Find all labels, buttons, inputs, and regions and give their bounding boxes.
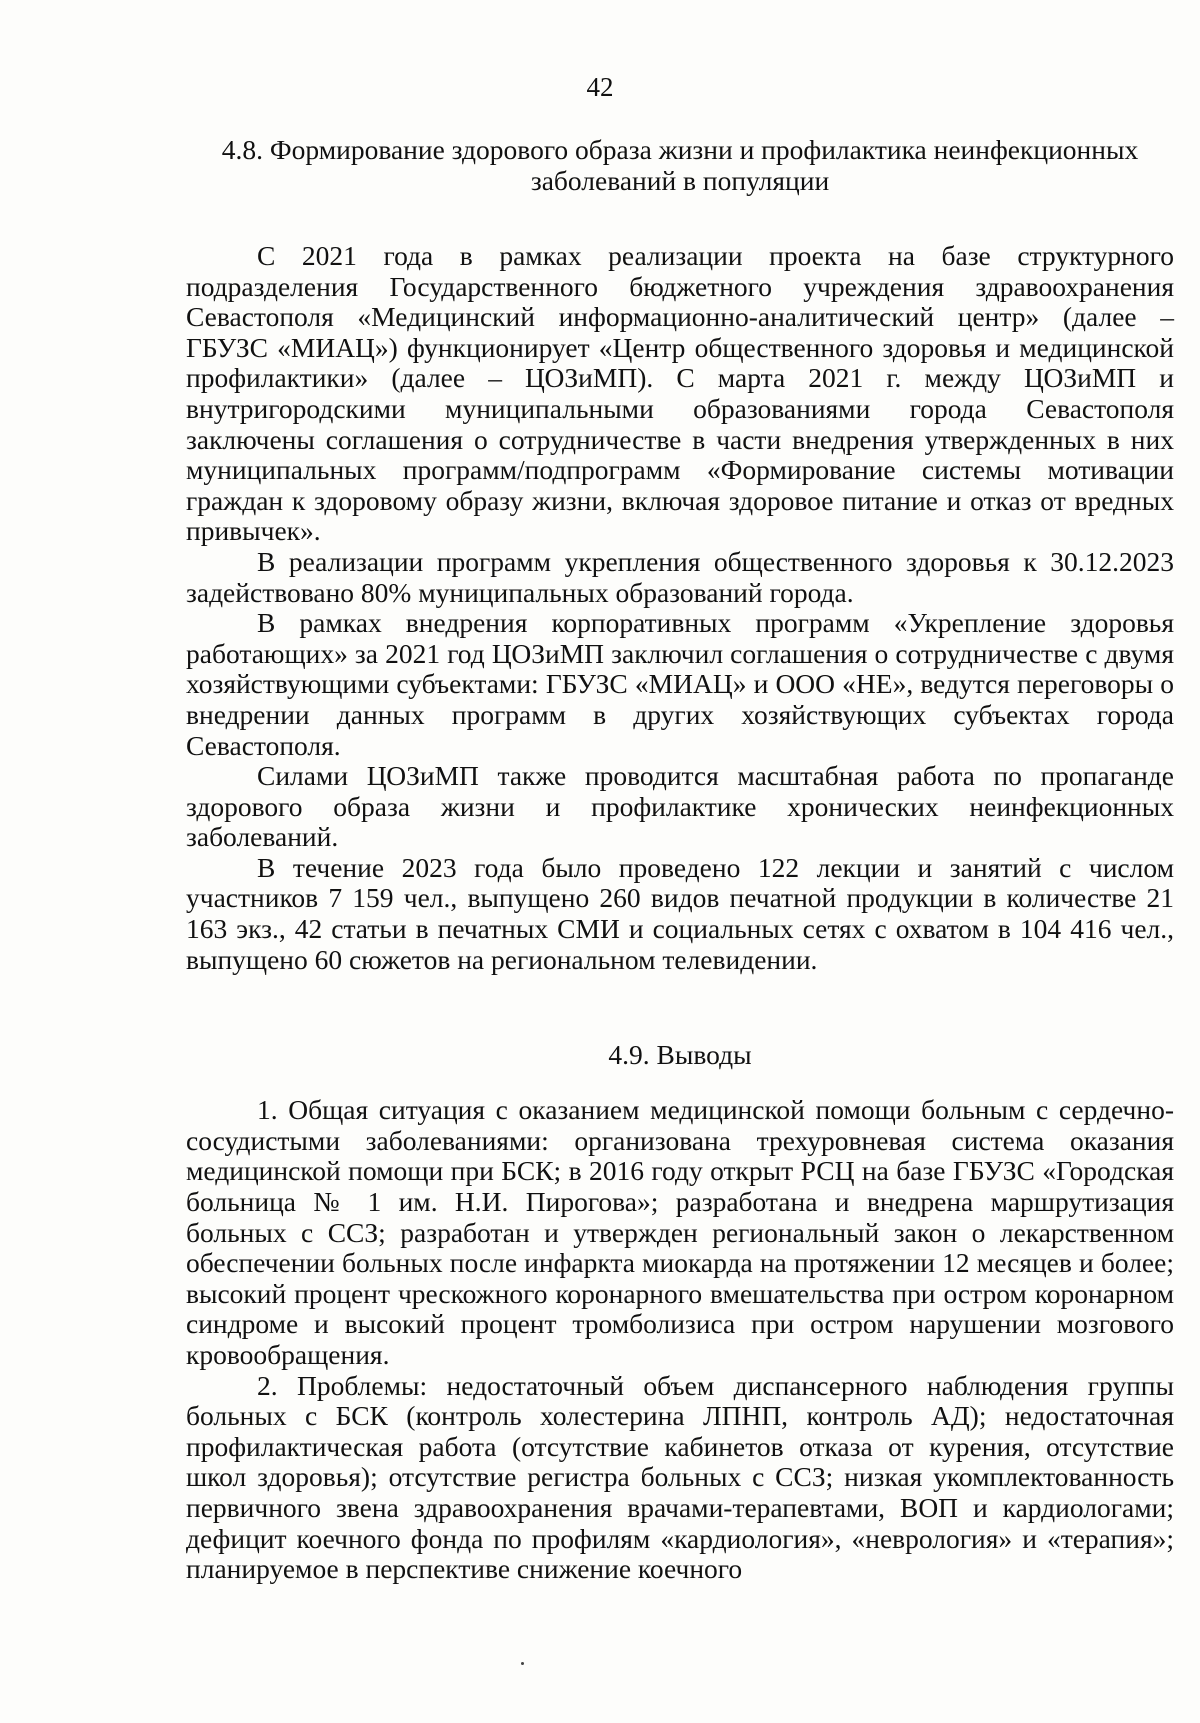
paragraph: В течение 2023 года было проведено 122 лекции и занятий с числом участников 7 159 чел., выпущено 260 видов печатной продукции в количестве 21 163 экз., 42 статьи в печатных СМИ и социальных сетях с охватом в 104 416 чел., выпущено 60 сюжетов на региональном телевидении. [186,851,1174,975]
section-4-9-heading: 4.9. Выводы [608,1039,752,1071]
page-number: 42 [586,72,614,102]
section-4-8-heading [186,134,1174,196]
section-4-8-heading-line-2: заболеваний в популяции [530,165,830,196]
section-4-8-heading-line-1: 4.8. Формирование здорового образа жизни и профилактика неинфекционных [221,134,1139,165]
paragraph: Силами ЦОЗиМП также проводится масштабная работа по пропаганде здорового образа жизни и профилактике хронических неинфекционных заболеваний. [186,760,1174,853]
paragraph: В рамках внедрения корпоративных программ «Укрепление здоровья работающих» за 2021 год ЦОЗиМП заключил соглашения о сотрудничестве с двумя хозяйствующими субъектами: ГБУЗС «МИАЦ» и ООО «НЕ», ведутся переговоры о внедрении данных программ в других хозяйствующих субъектах города Севастополя. [186,607,1174,761]
page-content [186,134,1174,1585]
paragraph: С 2021 года в рамках реализации проекта на базе структурного подразделения Государственного бюджетного учреждения здравоохранения Севастополя «Медицинский информационно-аналитический центр» (далее – ГБУЗС «МИАЦ») функционирует «Центр общественного здоровья и медицинской профилактики» (далее – ЦОЗиМП). С марта 2021 г. между ЦОЗиМП и внутригородскими муниципальными образованиями города Севастополя заключены соглашения о сотрудничестве в части внедрения утвержденных в них муниципальных программ/подпрограмм «Формирование системы мотивации граждан к здоровому образу жизни, включая здоровое питание и отказ от вредных привычек». [186,240,1174,547]
paragraph: В реализации программ укрепления общественного здоровья к 30.12.2023 задействовано 80% муниципальных образований города. [186,545,1174,608]
paragraph: 1. Общая ситуация с оказанием медицинской помощи больным с сердечно-сосудистыми заболеваниями: организована трехуровневая система оказания медицинской помощи при БСК; в 2016 году открыт РСЦ на базе ГБУЗС «Городская больница № 1 им. Н.И. Пирогова»; разработана и внедрена маршрутизация больных с ССЗ; разработан и утвержден региональный закон о лекарственном обеспечении больных после инфаркта миокарда на протяжении 12 месяцев и более; высокий процент чрескожного коронарного вмешательства при остром коронарном синдроме и высокий процент тромболизиса при остром нарушении мозгового кровообращения. [186,1094,1174,1370]
scan-speck [521,1662,524,1665]
paragraph: 2. Проблемы: недостаточный объем диспансерного наблюдения группы больных с БСК (контроль холестерина ЛПНП, контроль АД); недостаточная профилактическая работа (отсутствие кабинетов отказа от курения, отсутствие школ здоровья); отсутствие регистра больных с ССЗ; низкая укомплектованность первичного звена здравоохранения врачами-терапевтами, ВОП и кардиологами; дефицит коечного фонда по профилям «кардиология», «неврология» и «терапия»; планируемое в перспективе снижение коечного [186,1369,1174,1585]
